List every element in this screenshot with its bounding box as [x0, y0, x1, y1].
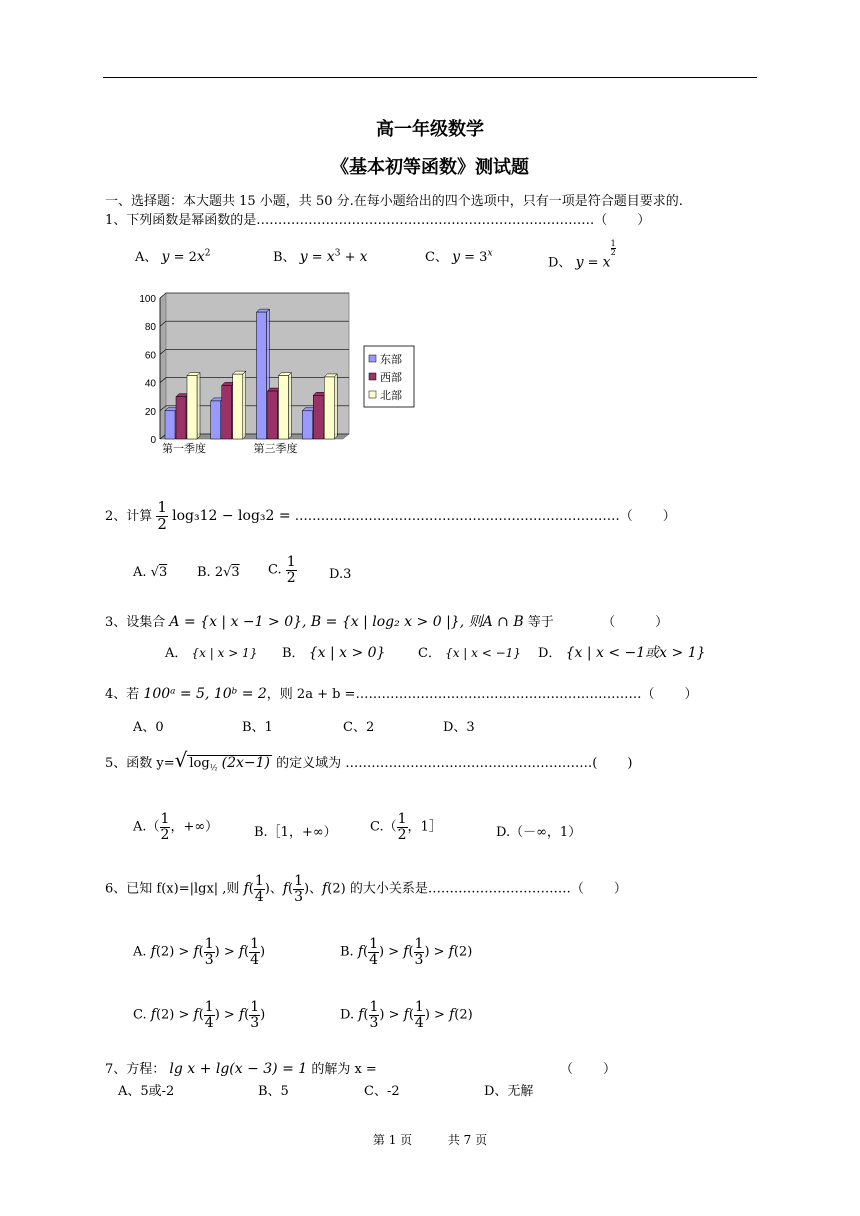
bar-西部-第一季度 — [176, 397, 186, 439]
q3-option-a — [165, 642, 257, 661]
bar-北部-第四季度 — [324, 377, 334, 439]
q1-option-c: C、 $y = 3^x$ — [425, 248, 493, 265]
q2-expression: log₃12 − log₃2 = — [172, 507, 291, 524]
legend-swatch — [369, 391, 376, 398]
q2-option-c: C. $\frac{1}{2}$ — [268, 554, 296, 586]
q6-option-c: C. f(2) > f( $\frac{1}{4}$ ) > f( $\frac{1}{3}$ ) — [133, 999, 266, 1031]
q2-paren-close: ） — [662, 508, 676, 524]
q1-option-a-label: A、 — [135, 250, 158, 265]
q5-paren-close: ) — [627, 756, 633, 771]
bar-东部-第四季度 — [302, 411, 312, 439]
q7-option-c: C、-2 — [364, 1084, 400, 1099]
q4-paren-close: ） — [684, 687, 698, 702]
bar-北部-第二季度 — [233, 374, 243, 439]
q2-paren-open: （ — [619, 508, 633, 524]
q4-option-d: D、3 — [443, 720, 475, 735]
q3-option-b — [282, 642, 385, 661]
bar-东部-第二季度 — [211, 401, 221, 439]
q5-stem-text: 5、函数 y= — [105, 756, 175, 771]
q6-option-d-label: D. — [340, 1007, 355, 1023]
q4-option-c: C、2 — [343, 720, 375, 735]
q7-tail-text: 的解为 x = — [311, 1062, 377, 1077]
question-7-stem — [105, 1058, 377, 1077]
chart-legend — [364, 346, 414, 407]
q1-option-b-label: B、 — [273, 250, 296, 265]
y-tick-label: 60 — [144, 350, 156, 362]
x-tick-label: 第一季度 — [162, 442, 206, 455]
section-intro: 一、选择题：本大题共 15 小题，共 50 分.在每小题给出的四个选项中，只有一项是符合题目要求的. — [105, 194, 683, 209]
bar-东部-第一季度 — [165, 411, 175, 439]
bar-chart — [128, 290, 428, 460]
q2-option-d: D.3 — [329, 567, 352, 582]
q6-paren-close: ） — [613, 881, 627, 897]
bar-西部-第三季度 — [268, 391, 278, 439]
question-5-stem: 5、函数 y=√ $\log_{\frac{1}{2}} (2x-1)$ 的定义域为 …………………………………………………( ) — [105, 748, 633, 773]
q6-option-b-label: B. — [340, 944, 354, 960]
page-subtitle: 《基本初等函数》测试题 — [331, 157, 529, 178]
bar-side-face — [334, 374, 337, 439]
q5-option-c-label: C.（ — [370, 819, 397, 835]
y-tick-label: 100 — [139, 294, 156, 305]
page-title: 高一年级数学 — [376, 119, 484, 140]
q4-dots: ………………………………………………………… — [355, 687, 642, 702]
q3-option-c — [418, 642, 521, 661]
q5-option-d: D.（－∞，1） — [496, 825, 582, 840]
q5-tail-text: 的定义域为 — [276, 756, 342, 771]
q2-option-b-label: B. — [197, 565, 211, 580]
y-tick-label: 20 — [144, 406, 156, 418]
q3-option-d — [538, 642, 706, 662]
q4-stem-text: 4、若 — [105, 687, 140, 702]
q5-option-a-label: A.（ — [133, 819, 160, 835]
q3-option-b-value: {x | x > 0} — [308, 645, 386, 661]
q2-stem-text: 2、计算 — [105, 508, 153, 524]
bar-side-face — [197, 373, 200, 439]
legend-swatch — [369, 355, 376, 362]
q6-option-a: A. f(2) > f( $\frac{1}{3}$ ) > f( $\frac{1}{4}$ ) — [133, 936, 266, 968]
q3-option-a-value: {x | x > 1} — [191, 646, 258, 660]
q3-paren-open: （ — [602, 615, 616, 630]
q6-option-a-label: A. — [133, 944, 147, 960]
header-rule — [103, 77, 757, 78]
footer-total-pages: 共 7 页 — [447, 1133, 488, 1147]
q1-paren-close: ） — [637, 213, 651, 228]
legend-label: 北部 — [380, 389, 402, 402]
q6-dots: …………………………… — [427, 881, 571, 897]
q1-option-d-label: D、 — [548, 255, 572, 271]
q3-option-d-label: D． — [538, 646, 562, 661]
q4-expression: 100ᵃ = 5, 10ᵇ = 2 — [143, 686, 267, 702]
q3-option-d-value: {x | x < −1或x > 1} — [565, 645, 706, 661]
legend-swatch — [369, 373, 376, 380]
q7-option-d: D、无解 — [484, 1084, 534, 1099]
q5-option-c: C.（ $\frac{1}{2}$ ，1］ — [370, 811, 442, 843]
q7-option-a: A、5或-2 — [118, 1084, 175, 1099]
question-6-stem: 6、已知 f(x)=|lgx| ,则 f( $\frac{1}{4}$ )、f( $\frac{1}{3}$ )、f(2) 的大小关系是……………………………（ ） — [105, 873, 627, 905]
bar-北部-第三季度 — [279, 376, 289, 439]
q3-option-c-label: C． — [418, 646, 441, 661]
q7-option-b: B、5 — [258, 1084, 289, 1099]
q1-option-b: B、 $y = x^3 + x$ — [273, 248, 368, 265]
q6-option-b: B. f( $\frac{1}{4}$ ) > f( $\frac{1}{3}$ ) > f(2) — [340, 936, 473, 968]
y-tick-label: 40 — [144, 378, 156, 390]
q6-tail-text: 的大小关系是 — [349, 881, 428, 897]
q7-paren-close: ） — [603, 1062, 617, 1077]
question-1-stem — [105, 209, 650, 228]
q5-option-a: A.（ $\frac{1}{2}$ ，+∞） — [133, 811, 219, 843]
y-tick-label: 80 — [144, 322, 156, 334]
q2-option-a: A. √3 — [133, 565, 168, 580]
question-2-stem: 2、计算 $\frac{1}{2}$ log₃12 − log₃2 = …………………………………………………………………（ ） — [105, 498, 676, 533]
q2-dots: ………………………………………………………………… — [294, 508, 620, 524]
q6-stem-text: 6、已知 f(x)=|lgx| ,则 — [105, 881, 240, 897]
q4-option-a: A、0 — [133, 720, 164, 735]
page-footer — [0, 1131, 860, 1148]
q7-paren-open: （ — [560, 1062, 574, 1077]
bar-西部-第二季度 — [222, 385, 232, 439]
q1-stem-text: 1、下列函数是幂函数的是 — [105, 213, 257, 228]
q3-expression: A = {x | x −1 > 0}, B = {x | log₂ x > 0 |}, 则A ∩ B — [169, 614, 524, 630]
q5-paren-open: ( — [592, 756, 598, 771]
footer-page-number: 第 1 页 — [372, 1133, 413, 1147]
q3-stem-text: 3、设集合 — [105, 615, 166, 630]
q3-option-a-label: A． — [165, 646, 188, 661]
bar-西部-第四季度 — [313, 395, 323, 439]
q5-dots: ………………………………………………… — [345, 756, 593, 771]
question-4-stem — [105, 683, 698, 702]
legend-label: 西部 — [380, 371, 402, 384]
q3-tail-text: 等于 — [527, 615, 554, 630]
q6-option-d: D. f( $\frac{1}{3}$ ) > f( $\frac{1}{4}$ ) > f(2) — [340, 999, 473, 1031]
q6-option-c-label: C. — [133, 1007, 147, 1023]
q7-stem-text: 7、方程： — [105, 1062, 166, 1077]
q5-option-b: B.［1，+∞） — [254, 825, 337, 840]
q3-option-c-value: {x | x < −1} — [445, 646, 521, 660]
chart-plot-area — [139, 293, 349, 455]
q3-paren-close: ） — [655, 615, 669, 630]
x-tick-label: 第三季度 — [253, 442, 298, 455]
q2-option-a-label: A. — [133, 565, 147, 580]
q7-expression: lg x + lg(x − 3) = 1 — [169, 1061, 308, 1077]
q2-option-c-label: C. — [268, 562, 282, 578]
q3-option-b-label: B． — [282, 646, 305, 661]
q5-option-c-tail: ，1］ — [407, 819, 442, 835]
bar-东部-第三季度 — [257, 312, 267, 439]
question-3-stem — [105, 611, 668, 631]
q4-option-b: B、1 — [242, 720, 273, 735]
q5-radicand: (2x−1) — [221, 755, 270, 771]
q1-option-c-label: C、 — [425, 250, 448, 265]
q1-option-a: A、 $y = 2x^2$ — [135, 248, 211, 265]
q6-paren-open: （ — [570, 881, 584, 897]
q4-tail-text: ，则 2a + b = — [266, 687, 356, 702]
bar-北部-第一季度 — [187, 376, 197, 439]
bar-side-face — [289, 373, 292, 439]
q1-option-d: D、 y = x $^{\frac{1}{2}}$ — [548, 239, 616, 271]
q1-paren-open: （ — [594, 213, 608, 228]
bar-side-face — [243, 371, 246, 439]
q2-option-b: B. 2√3 — [197, 565, 240, 580]
q5-option-a-tail: ，+∞） — [170, 819, 219, 835]
q4-paren-open: （ — [641, 687, 655, 702]
legend-label: 东部 — [380, 353, 402, 366]
y-tick-label: 0 — [150, 435, 156, 446]
q1-dots: …………………………………………………………………… — [256, 213, 595, 228]
q7-answer-paren — [560, 1058, 616, 1077]
